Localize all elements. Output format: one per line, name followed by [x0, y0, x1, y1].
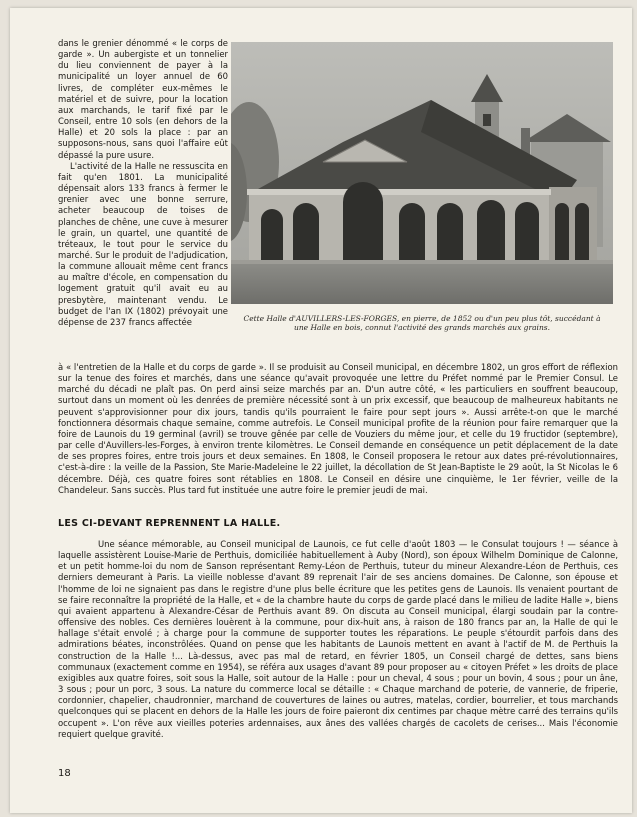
page-number: 18 [58, 768, 71, 779]
body-block-2 [58, 539, 618, 740]
left-column [58, 38, 228, 328]
page [10, 8, 632, 813]
section-heading: LES CI-DEVANT REPRENNENT LA HALLE. [58, 518, 281, 529]
halle-building-image [231, 42, 613, 304]
body-block-1 [58, 362, 618, 496]
halle-photo [231, 42, 613, 304]
left-paragraph-2: L'activité de la Halle ne ressuscita en fait qu'en 1801. La municipalité dépensait alors 133 francs à fermer le grenier avec une bonne serrure, acheter beaucoup de toises de planches de chêne, une cuve à mesurer le grain, un quartel, une quantité de tréteaux, le tout pour le service du marché. Sur le produit de l'adjudication, la commune allouait même cent francs au maître d'école, en compensation du logement gratuit qu'il avait eu au presbytère, maintenant vendu. Le budget de l'an IX (1802) prévoyait une dépense de 237 francs affectée [58, 160, 228, 327]
paragraph-seance-1803: Une séance mémorable, au Conseil municipal de Launois, ce fut celle d'août 1803 — le Consulat toujours ! — séance à laquelle assistèrent Louise-Marie de Perthuis, domiciliée habituellement à Auby (Nord), son époux Wilhelm Dominique de Calonne, et un petit homme-loi du nom de Sanson représentant Remy-Léon de Perthuis, tuteur du mineur Alexandre-Léon de Perthuis, ces derniers demeurant à Paris. La vieille noblesse d'avant 89 reprenait l'air de ses anciens domaines. De Calonne, son épouse et l'homme de loi ne signaient pas dans le registre d'une plus belle écriture que les petites gens de Launois. Ils venaient pourtant de se faire reconnaître la propriété de la Halle, et « de la chambre haute du corps de garde placé dans le milieu de ladite Halle », biens qui avaient appartenu à Alexandre-César de Perthuis avant 89. On discuta au Conseil municipal, élargi soudain par la contre-offensive des nobles. Ces dernières louèrent à la commune, pour dix-huit ans, à raison de 180 francs par an, la Halle de qui le hallage s'était envolé ; à charge pour la commune de supporter toutes les réparations. Le peuple s'étourdit parfois dans des admirations béates, inconstrôlées. Quand on pense que les habitants de Launois mettent en avant à l'actif de M. de Perthuis la construction de la Halle !... Là-dessus, avec pas mal de retard, en février 1805, un Conseil chargé de dettes, sans biens communaux (exactement comme en 1954), se référa aux usages d'avant 89 pour proposer au « citoyen Préfet » les droits de place exigibles aux quatre foires, soit sous la Halle, soit autour de la Halle : pour un cheval, 4 sous ; pour un bovin, 4 sous ; pour un âne, 3 sous ; pour un porc, 3 sous. La nature du commerce local se détaille : « Chaque marchand de poterie, de vannerie, de friperie, cordonnier, chapelier, chaudronnier, marchand de couvertures de laines ou autres, matelas, cordier, bourrelier, et tous marchands quelconques qui se placent en dehors de la Halle les jours de foire paieront dix centimes par chaque mètre carré des terrains qu'ils occupent ». L'on rêve aux vieilles poteries ardennaises, aux ânes des vallées chargés de cacolets de cerises... Mais l'économie requiert quelque gravité. [58, 539, 618, 739]
paragraph-conseil-1802: à « l'entretien de la Halle et du corps de garde ». Il se produisit au Conseil municipal, en décembre 1802, un gros effort de réflexion sur la tenue des foires et marchés, dans une séance qu'avait provoquée une lettre du Préfet nommé par le Premier Consul. Le marché du décadi ne plaît pas. On perd ainsi seize marchés par an. D'un autre côté, « les particuliers en souffrent beaucoup, surtout dans un moment où les denrées de première nécessité sont à un prix excessif, que beaucoup de malheureux habitants ne peuvent s'approvisionner pour dix jours, tandis qu'ils pourraient le faire pour sept jours ». Aussi arrête-t-on que le marché fonctionnera désormais chaque semaine, comme autrefois. Le Conseil municipal profite de la réunion pour faire remarquer que la foire de Launois du 19 germinal (avril) se trouve gênée par celle de Vouziers du même jour, et celle du 19 fructidor (septembre), par celle d'Auvillers-les-Forges, à environ trente kilomètres. Le Conseil demande en conséquence un petit déplacement de la date de ses propres foires, entre trois jours et deux semaines. En 1808, le Conseil proposera le retour aux dates pré-révolutionnaires, c'est-à-dire : la veille de la Passion, Ste Marie-Madeleine le 22 juillet, la décollation de St Jean-Baptiste le 29 août, la St Nicolas le 6 décembre. Déjà, ces quatre foires sont rétablies en 1808. Le Conseil en désire une cinquième, le 1er février, veille de la Chandeleur. Sans succès. Plus tard fut instituée une autre foire le premier jeudi de mai. [58, 362, 618, 495]
left-paragraph-1: dans le grenier dénommé « le corps de garde ». Un aubergiste et un tonnelier du lieu conviennent de payer à la municipalité un loyer annuel de 60 livres, de compléter eux-mêmes le matériel et de suivre, pour la location aux marchands, le tarif fixé par le Conseil, entre 10 sols (en dehors de la Halle) et 20 sols la place : par an supposons-nous, sans quoi l'affaire eût dépassé la pure usure. [58, 38, 228, 160]
photo-caption: Cette Halle d'AUVILLERS-LES-FORGES, en pierre, de 1852 ou d'un peu plus tôt, succédant à une Halle en bois, connut l'activité des grands marchés aux grains. [243, 314, 601, 332]
